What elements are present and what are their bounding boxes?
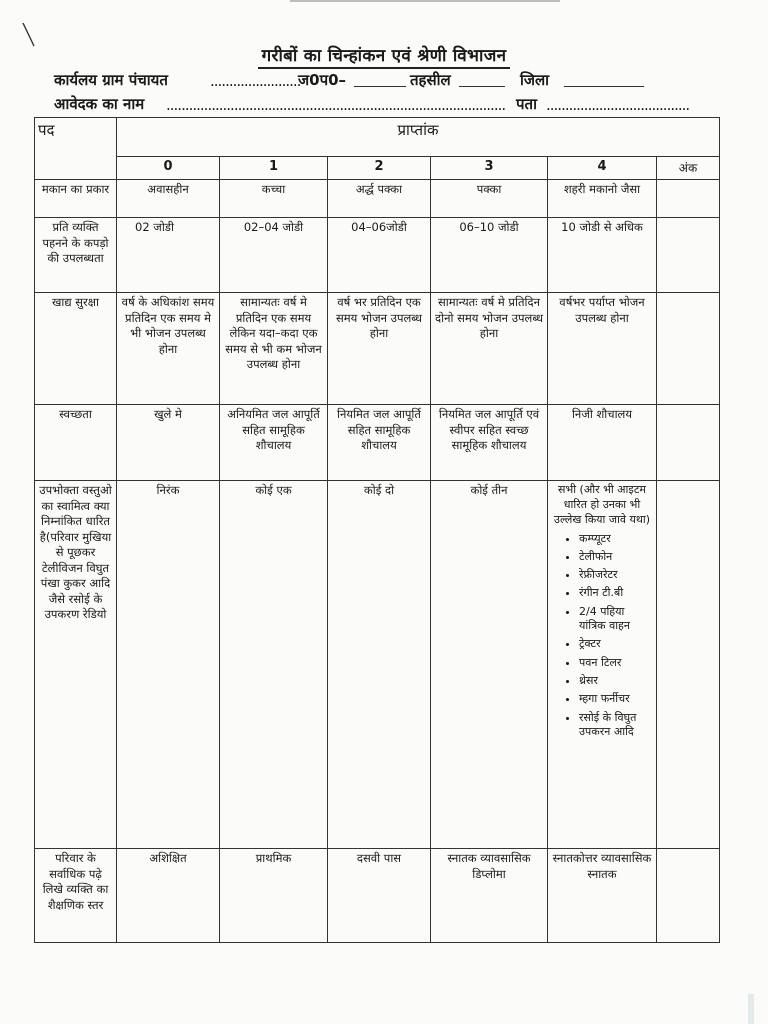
table-cell: 10 जोडी से अधिक [548, 218, 657, 293]
table-cell: वर्षभर पर्याप्त भोजन उपलब्ध होना [548, 293, 657, 405]
consumer-items-intro: सभी (और भी आइटम धारित हो उनका भी उल्लेख किया जावे यथा) [553, 483, 651, 526]
list-item: • टेलीफोन [579, 550, 653, 564]
table-cell: वर्ष के अधिकांश समय प्रतिदिन एक समय मे भी भोजन उपलब्ध होना [117, 293, 220, 405]
list-item: • रेफ्रीजरेटर [579, 568, 653, 582]
table-cell: खुले मे [117, 405, 220, 481]
page-corner-shadow [748, 994, 754, 1024]
table-cell: 02–04 जोडी [220, 218, 328, 293]
classification-table [34, 117, 720, 943]
district-label: जिला [520, 71, 550, 89]
scan-edge-line [290, 0, 560, 2]
table-row [35, 180, 720, 218]
office-dots: ........................ [210, 72, 301, 90]
district-blank [564, 86, 644, 87]
marks-cell[interactable] [657, 293, 720, 405]
marks-cell[interactable] [657, 218, 720, 293]
row-label: मकान का प्रकार [35, 180, 117, 218]
table-cell: पक्का [431, 180, 548, 218]
table-row [35, 293, 720, 405]
list-item: • कम्प्यूटर [579, 532, 653, 546]
table-cell: वर्ष भर प्रतिदिन एक समय भोजन उपलब्ध होना [328, 293, 431, 405]
score-3-header: 3 [431, 157, 548, 180]
table-cell: कोई दो [328, 481, 431, 849]
list-item: • 2/4 पहिया यांत्रिक वाहन [579, 605, 653, 634]
tehsil-blank [459, 86, 505, 87]
list-item: • पवन टिलर [579, 656, 653, 670]
marks-cell[interactable] [657, 481, 720, 849]
list-item: • थ्रेसर [579, 674, 653, 688]
table-cell: 04–06जोडी [328, 218, 431, 293]
table-cell: 06–10 जोडी [431, 218, 548, 293]
consumer-items-list [551, 532, 653, 740]
list-item: • रसोई के विघुत उपकरन आदि [579, 711, 653, 740]
table-cell: अवासहीन [117, 180, 220, 218]
row-label: उपभोक्ता वस्तुओ का स्वामित्व क्या निम्नांकित धारित है(परिवार मुखिया से पूछकर टेलीविजन विघुत पंखा कुकर आदि जैसे रसोई के उपकरण रेडियो [35, 481, 117, 849]
row-label: परिवार के सर्वाधिक पढ़े लिखे व्यक्ति का शैक्षणिक स्तर [35, 849, 117, 943]
document-title: गरीबों का चिन्हांकन एवं श्रेणी विभाजन [0, 43, 768, 66]
applicant-dots: .......................................................................................... [166, 96, 506, 114]
row-label: स्वच्छता [35, 405, 117, 481]
table-cell: नियमित जल आपूर्ति सहित सामूहिक शौचालय [328, 405, 431, 481]
score-2-header: 2 [328, 157, 431, 180]
table-cell: अर्द्ध पक्का [328, 180, 431, 218]
table-cell: अशिक्षित [117, 849, 220, 943]
marks-cell[interactable] [657, 849, 720, 943]
table-cell: 02 जोडी [117, 218, 220, 293]
table-row [35, 218, 720, 293]
office-label: कार्यलय ग्राम पंचायत [54, 71, 168, 89]
table-cell: अनियमित जल आपूर्ति सहित सामूहिक शौचालय [220, 405, 328, 481]
address-label: पता [516, 95, 537, 113]
applicant-label: आवेदक का नाम [54, 95, 145, 113]
table-cell: स्नातकोत्तर व्यावसासिक स्नातक [548, 849, 657, 943]
marks-header: अंक [657, 157, 720, 180]
table-cell: कच्चा [220, 180, 328, 218]
marks-cell[interactable] [657, 405, 720, 481]
table-row [35, 405, 720, 481]
marks-cell[interactable] [657, 180, 720, 218]
tehsil-label: तहसील [410, 71, 451, 89]
table-row [35, 849, 720, 943]
score-0-header: 0 [117, 157, 220, 180]
table-cell: कोई एक [220, 481, 328, 849]
table-cell: नियमित जल आपूर्ति एवं स्वीपर सहित स्वच्छ सामूहिक शौचालय [431, 405, 548, 481]
list-item: • रंगीन टी.बी [579, 586, 653, 600]
table-cell: प्राथमिक [220, 849, 328, 943]
score-1-header: 1 [220, 157, 328, 180]
table-cell: कोई तीन [431, 481, 548, 849]
table-cell: शहरी मकानो जैसा [548, 180, 657, 218]
column-header-pad: पद [35, 118, 117, 180]
table-cell: स्नातक व्यावसासिक डिप्लोमा [431, 849, 548, 943]
list-item: • म्हगा फर्नीचर [579, 692, 653, 706]
janpad-label: ज0प0– [298, 71, 347, 89]
consumer-items-cell [548, 481, 657, 849]
list-item: • ट्रेक्टर [579, 637, 653, 651]
row-label: खाद्य सुरक्षा [35, 293, 117, 405]
table-cell: निरंक [117, 481, 220, 849]
janpad-blank [354, 86, 406, 87]
score-4-header: 4 [548, 157, 657, 180]
row-label: प्रति व्यक्ति पहनने के कपड़ो की उपलब्धता [35, 218, 117, 293]
table-cell: सामान्यतः वर्ष मे प्रतिदिन दोनो समय भोजन उपलब्ध होना [431, 293, 548, 405]
table-cell: निजी शौचालय [548, 405, 657, 481]
table-row [35, 481, 720, 849]
column-header-score: प्राप्तांक [117, 118, 720, 157]
address-dots: ...................................... [546, 96, 690, 114]
table-cell: सामान्यतः वर्ष मे प्रतिदिन एक समय लेकिन यदा–कदा एक समय से भी कम भोजन उपलब्ध होना [220, 293, 328, 405]
table-cell: दसवी पास [328, 849, 431, 943]
